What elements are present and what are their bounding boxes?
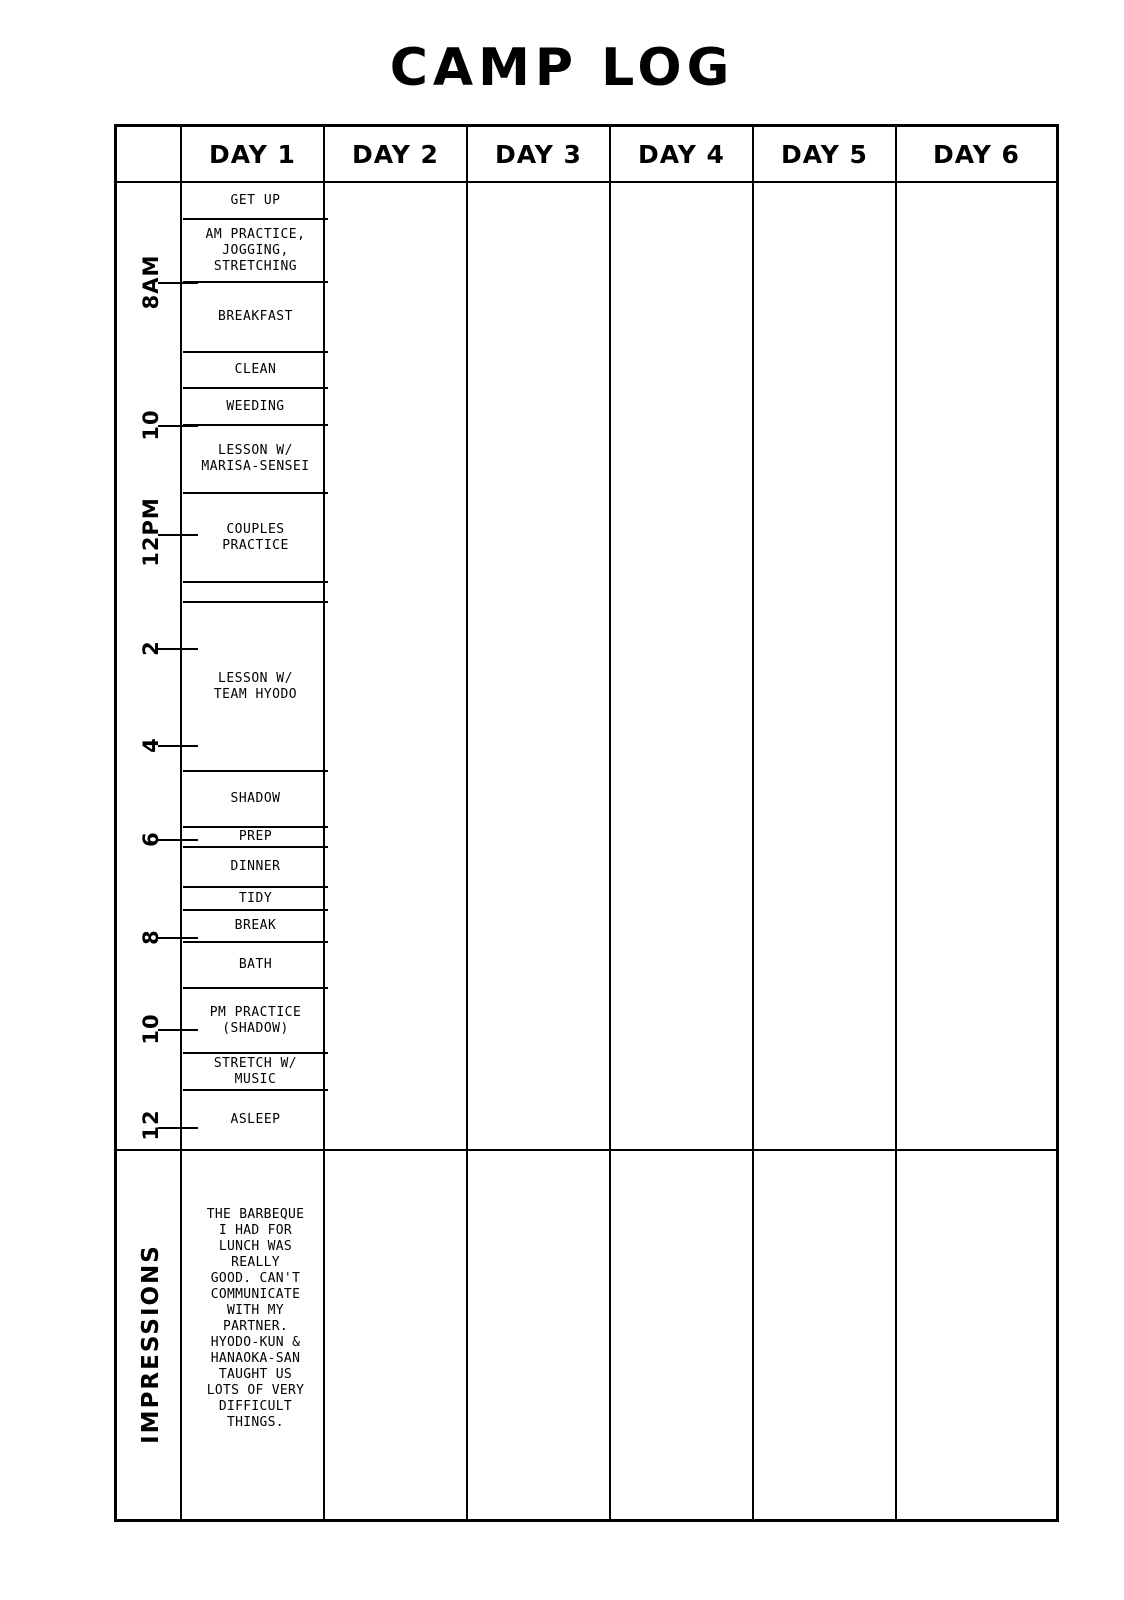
- hour-label-8pm: 8: [139, 929, 163, 945]
- day-header-1: DAY 1: [209, 140, 296, 169]
- hour-label-8am: 8AM: [139, 254, 163, 310]
- schedule-block: BREAK: [183, 911, 328, 943]
- day-header-5: DAY 5: [781, 140, 868, 169]
- schedule-block: ASLEEP: [230, 1112, 281, 1127]
- schedule-block: WEEDING: [183, 389, 328, 426]
- day-header-4: DAY 4: [638, 140, 725, 169]
- day-header-3: DAY 3: [495, 140, 582, 169]
- hour-label-12am: 12: [139, 1109, 163, 1141]
- column-divider: [466, 127, 468, 1519]
- schedule-block: LESSON W/ TEAM HYODO: [183, 603, 328, 772]
- column-divider: [895, 127, 897, 1519]
- camp-log-grid: [114, 124, 1059, 1522]
- hour-label-12pm: 12PM: [139, 497, 163, 567]
- schedule-block: TIDY: [183, 888, 328, 911]
- column-divider: [752, 127, 754, 1519]
- page-title: CAMP LOG: [389, 38, 735, 98]
- column-divider: [609, 127, 611, 1519]
- schedule-block: CLEAN: [183, 353, 328, 389]
- schedule-block: AM PRACTICE, JOGGING, STRETCHING: [183, 220, 328, 283]
- column-divider: [180, 127, 182, 1519]
- day-header-2: DAY 2: [352, 140, 439, 169]
- schedule-block: COUPLES PRACTICE: [183, 494, 328, 583]
- schedule-block: BREAKFAST: [183, 283, 328, 353]
- hour-label-10am: 10: [139, 409, 163, 441]
- schedule-block: BATH: [183, 943, 328, 989]
- schedule-block: SHADOW: [183, 772, 328, 828]
- schedule-block: STRETCH W/ MUSIC: [183, 1054, 328, 1091]
- schedule-block: GET UP: [183, 183, 328, 220]
- hour-label-6pm: 6: [139, 831, 163, 847]
- schedule-block: LESSON W/ MARISA-SENSEI: [183, 426, 328, 494]
- impressions-divider: [117, 1149, 1056, 1151]
- schedule-block: [183, 583, 328, 603]
- hour-label-10pm: 10: [139, 1013, 163, 1045]
- schedule-block: PREP: [183, 828, 328, 848]
- hour-label-2pm: 2: [139, 640, 163, 656]
- schedule-block: PM PRACTICE (SHADOW): [183, 989, 328, 1054]
- schedule-block: DINNER: [183, 848, 328, 888]
- day-header-6: DAY 6: [933, 140, 1020, 169]
- impressions-label: IMPRESSIONS: [138, 1244, 164, 1444]
- hour-label-4pm: 4: [139, 737, 163, 753]
- impressions-text: THE BARBEQUE I HAD FOR LUNCH WAS REALLY GOOD. CAN'T COMMUNICATE WITH MY PARTNER. HYODO-KUN & HANAOKA-SAN TAUGHT US LOTS OF VERY DIFFICULT THINGS.: [206, 1207, 305, 1430]
